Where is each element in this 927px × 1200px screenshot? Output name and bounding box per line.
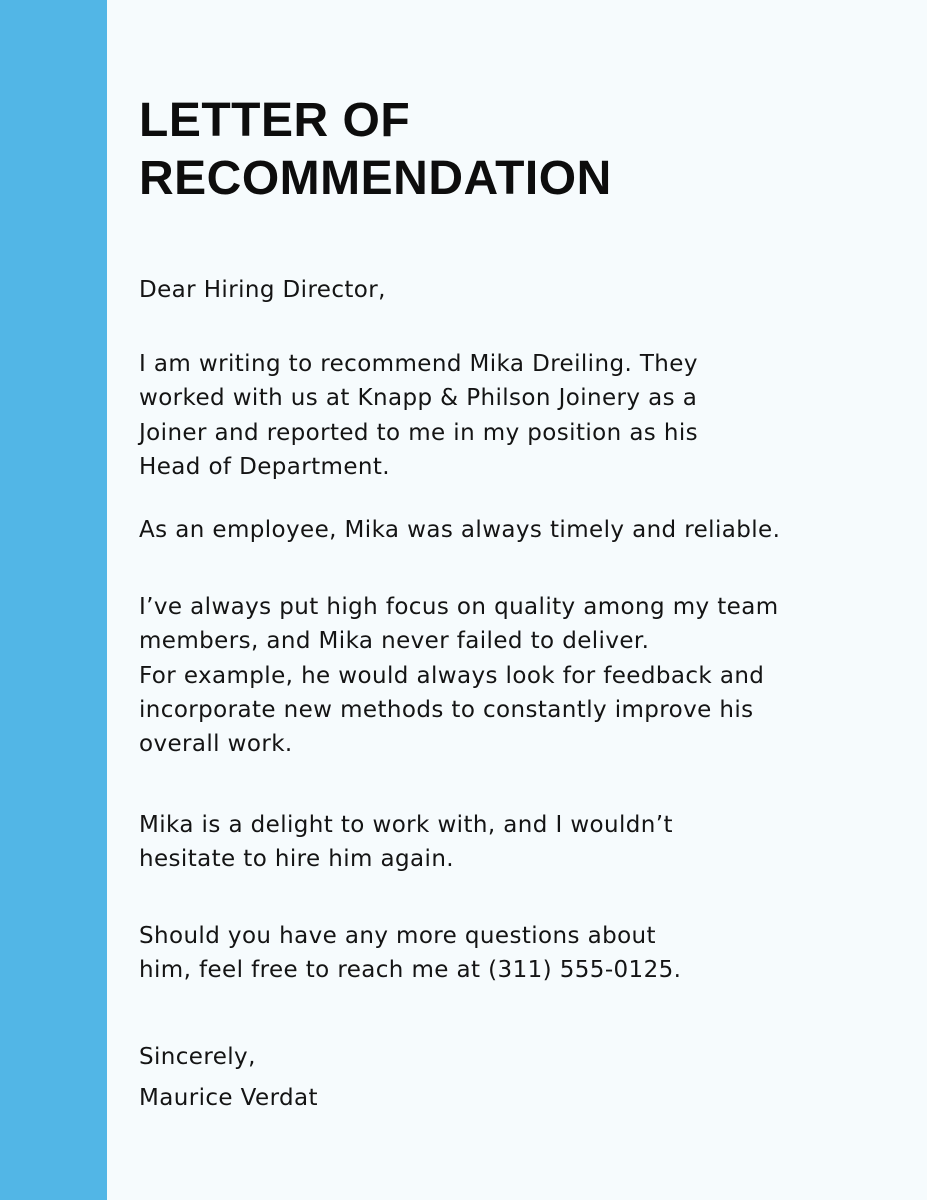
text-line: overall work. [139,731,293,758]
title-line-2: RECOMMENDATION [139,152,612,205]
accent-side-bar [0,0,107,1200]
title-line-1: LETTER OF [139,94,411,147]
closing: Sincerely, [139,1044,256,1070]
text-line: him, feel free to reach me at (311) 555-0125. [139,957,682,984]
paragraph-quality [139,590,779,761]
text-line: Should you have any more questions about [139,923,656,949]
greeting: Dear Hiring Director, [139,277,386,303]
text-line: worked with us at Knapp & Philson Joinery as a [139,385,698,412]
text-line: Mika is a delight to work with, and I wouldn’t [139,812,673,838]
paragraph-contact [139,919,681,988]
text-line: members, and Mika never failed to deliver. [139,628,650,655]
signature-name: Maurice Verdat [139,1085,318,1111]
paragraph-introduction [139,347,698,484]
text-line: I am writing to recommend Mika Dreiling. They [139,351,698,377]
paragraph-endorsement [139,808,673,877]
text-line: I’ve always put high focus on quality among my team [139,594,779,620]
paragraph-reliability [139,513,780,547]
letter-title [139,92,612,208]
text-line: For example, he would always look for feedback and [139,662,765,689]
text-line: incorporate new methods to constantly improve his [139,696,754,723]
text-line: Head of Department. [139,453,391,480]
text-line: hesitate to hire him again. [139,846,455,873]
text-line: As an employee, Mika was always timely and reliable. [139,517,781,543]
text-line: Joiner and reported to me in my position as his [139,419,699,446]
closing-block [139,1037,318,1119]
